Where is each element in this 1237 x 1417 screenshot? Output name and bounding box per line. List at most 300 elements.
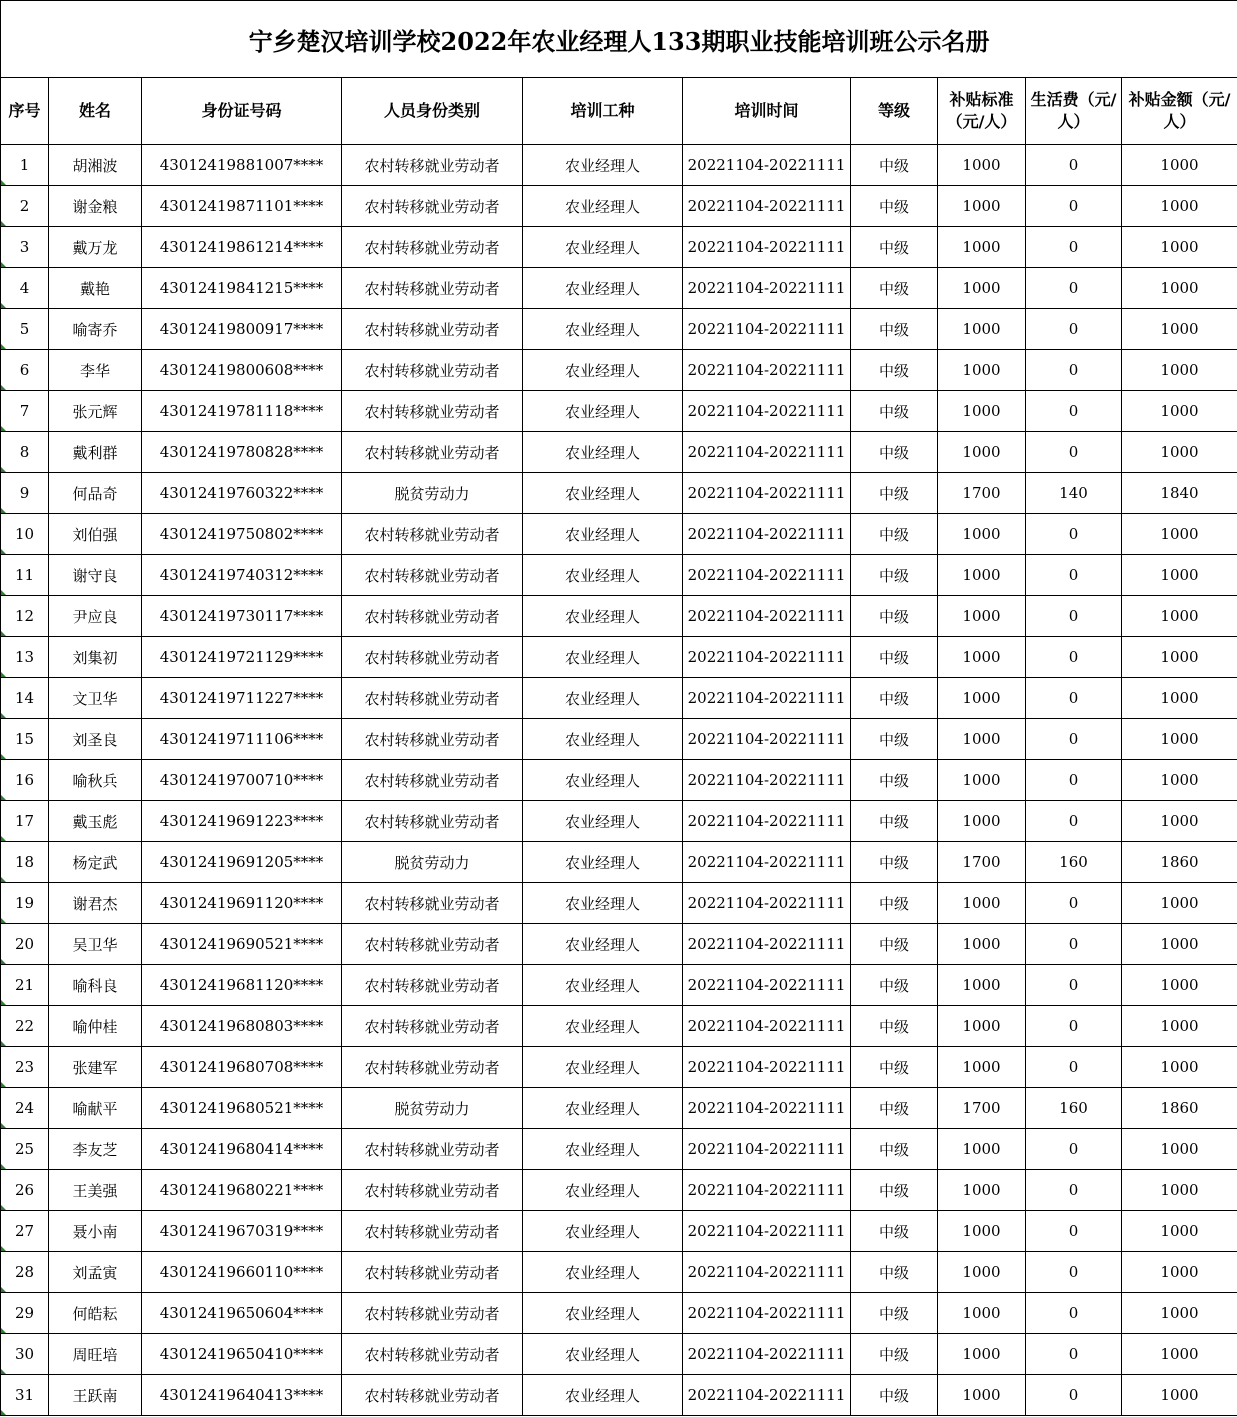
cell-id-number[interactable]: 43012419670319**** — [142, 1211, 342, 1252]
cell-id-number[interactable]: 43012419660110**** — [142, 1252, 342, 1293]
cell-subsidy-amount[interactable]: 1860 — [1122, 1088, 1237, 1129]
cell-job-type[interactable]: 农业经理人 — [523, 309, 683, 350]
cell-index[interactable]: 16 — [1, 760, 49, 801]
cell-name[interactable]: 戴万龙 — [49, 227, 142, 268]
cell-index[interactable]: 25 — [1, 1129, 49, 1170]
cell-id-number[interactable]: 43012419730117**** — [142, 596, 342, 637]
cell-name[interactable]: 刘孟寅 — [49, 1252, 142, 1293]
cell-category[interactable]: 脱贫劳动力 — [342, 842, 523, 883]
cell-subsidy-amount[interactable]: 1000 — [1122, 1375, 1237, 1416]
cell-level[interactable]: 中级 — [851, 924, 938, 965]
cell-name[interactable]: 喻献平 — [49, 1088, 142, 1129]
cell-index[interactable]: 12 — [1, 596, 49, 637]
cell-id-number[interactable]: 43012419861214**** — [142, 227, 342, 268]
cell-id-number[interactable]: 43012419680521**** — [142, 1088, 342, 1129]
cell-subsidy-standard[interactable]: 1700 — [938, 842, 1026, 883]
cell-category[interactable]: 农村转移就业劳动者 — [342, 1006, 523, 1047]
cell-name[interactable]: 喻仲桂 — [49, 1006, 142, 1047]
cell-period[interactable]: 20221104-20221111 — [683, 1047, 851, 1088]
cell-subsidy-standard[interactable]: 1000 — [938, 924, 1026, 965]
cell-period[interactable]: 20221104-20221111 — [683, 1088, 851, 1129]
cell-index[interactable]: 22 — [1, 1006, 49, 1047]
cell-name[interactable]: 李华 — [49, 350, 142, 391]
cell-subsidy-standard[interactable]: 1000 — [938, 350, 1026, 391]
cell-period[interactable]: 20221104-20221111 — [683, 719, 851, 760]
cell-index[interactable]: 2 — [1, 186, 49, 227]
cell-id-number[interactable]: 43012419680708**** — [142, 1047, 342, 1088]
cell-index[interactable]: 17 — [1, 801, 49, 842]
cell-name[interactable]: 尹应良 — [49, 596, 142, 637]
cell-period[interactable]: 20221104-20221111 — [683, 883, 851, 924]
cell-period[interactable]: 20221104-20221111 — [683, 1334, 851, 1375]
cell-name[interactable]: 喻寄乔 — [49, 309, 142, 350]
cell-subsidy-amount[interactable]: 1000 — [1122, 391, 1237, 432]
cell-subsidy-amount[interactable]: 1000 — [1122, 760, 1237, 801]
cell-subsidy-standard[interactable]: 1000 — [938, 719, 1026, 760]
cell-job-type[interactable]: 农业经理人 — [523, 350, 683, 391]
cell-index[interactable]: 29 — [1, 1293, 49, 1334]
cell-id-number[interactable]: 43012419680221**** — [142, 1170, 342, 1211]
cell-id-number[interactable]: 43012419680803**** — [142, 1006, 342, 1047]
cell-id-number[interactable]: 43012419721129**** — [142, 637, 342, 678]
cell-category[interactable]: 农村转移就业劳动者 — [342, 1129, 523, 1170]
cell-period[interactable]: 20221104-20221111 — [683, 1375, 851, 1416]
cell-period[interactable]: 20221104-20221111 — [683, 842, 851, 883]
cell-name[interactable]: 王跃南 — [49, 1375, 142, 1416]
cell-category[interactable]: 农村转移就业劳动者 — [342, 678, 523, 719]
cell-id-number[interactable]: 43012419800917**** — [142, 309, 342, 350]
cell-name[interactable]: 何皓耘 — [49, 1293, 142, 1334]
cell-living-allowance[interactable]: 0 — [1026, 1252, 1122, 1293]
cell-level[interactable]: 中级 — [851, 268, 938, 309]
cell-name[interactable]: 戴玉彪 — [49, 801, 142, 842]
cell-category[interactable]: 农村转移就业劳动者 — [342, 186, 523, 227]
header-level[interactable]: 等级 — [851, 78, 938, 145]
cell-job-type[interactable]: 农业经理人 — [523, 1170, 683, 1211]
cell-id-number[interactable]: 43012419841215**** — [142, 268, 342, 309]
cell-subsidy-standard[interactable]: 1000 — [938, 1129, 1026, 1170]
cell-job-type[interactable]: 农业经理人 — [523, 1252, 683, 1293]
cell-level[interactable]: 中级 — [851, 1088, 938, 1129]
cell-subsidy-standard[interactable]: 1000 — [938, 883, 1026, 924]
cell-subsidy-standard[interactable]: 1000 — [938, 391, 1026, 432]
cell-job-type[interactable]: 农业经理人 — [523, 883, 683, 924]
cell-subsidy-standard[interactable]: 1000 — [938, 801, 1026, 842]
cell-living-allowance[interactable]: 0 — [1026, 350, 1122, 391]
cell-id-number[interactable]: 43012419681120**** — [142, 965, 342, 1006]
cell-id-number[interactable]: 43012419711106**** — [142, 719, 342, 760]
cell-subsidy-amount[interactable]: 1840 — [1122, 473, 1237, 514]
cell-subsidy-amount[interactable]: 1000 — [1122, 801, 1237, 842]
cell-subsidy-amount[interactable]: 1000 — [1122, 145, 1237, 186]
cell-subsidy-amount[interactable]: 1000 — [1122, 1334, 1237, 1375]
cell-category[interactable]: 农村转移就业劳动者 — [342, 801, 523, 842]
cell-job-type[interactable]: 农业经理人 — [523, 842, 683, 883]
cell-id-number[interactable]: 43012419760322**** — [142, 473, 342, 514]
cell-period[interactable]: 20221104-20221111 — [683, 473, 851, 514]
sheet-title[interactable]: 宁乡楚汉培训学校2022年农业经理人133期职业技能培训班公示名册 — [1, 1, 1237, 78]
cell-job-type[interactable]: 农业经理人 — [523, 1129, 683, 1170]
cell-name[interactable]: 周旺培 — [49, 1334, 142, 1375]
cell-level[interactable]: 中级 — [851, 350, 938, 391]
cell-living-allowance[interactable]: 0 — [1026, 719, 1122, 760]
cell-job-type[interactable]: 农业经理人 — [523, 514, 683, 555]
cell-index[interactable]: 5 — [1, 309, 49, 350]
cell-period[interactable]: 20221104-20221111 — [683, 555, 851, 596]
cell-name[interactable]: 谢金粮 — [49, 186, 142, 227]
cell-category[interactable]: 农村转移就业劳动者 — [342, 432, 523, 473]
cell-level[interactable]: 中级 — [851, 227, 938, 268]
cell-level[interactable]: 中级 — [851, 1293, 938, 1334]
cell-index[interactable]: 20 — [1, 924, 49, 965]
cell-subsidy-standard[interactable]: 1000 — [938, 227, 1026, 268]
cell-category[interactable]: 脱贫劳动力 — [342, 1088, 523, 1129]
cell-category[interactable]: 农村转移就业劳动者 — [342, 1334, 523, 1375]
cell-id-number[interactable]: 43012419691120**** — [142, 883, 342, 924]
cell-job-type[interactable]: 农业经理人 — [523, 1375, 683, 1416]
cell-id-number[interactable]: 43012419780828**** — [142, 432, 342, 473]
cell-subsidy-standard[interactable]: 1000 — [938, 268, 1026, 309]
cell-period[interactable]: 20221104-20221111 — [683, 391, 851, 432]
cell-subsidy-standard[interactable]: 1000 — [938, 186, 1026, 227]
cell-subsidy-amount[interactable]: 1000 — [1122, 432, 1237, 473]
cell-category[interactable]: 脱贫劳动力 — [342, 473, 523, 514]
cell-subsidy-standard[interactable]: 1000 — [938, 637, 1026, 678]
cell-subsidy-standard[interactable]: 1000 — [938, 514, 1026, 555]
cell-subsidy-amount[interactable]: 1000 — [1122, 924, 1237, 965]
cell-subsidy-standard[interactable]: 1000 — [938, 965, 1026, 1006]
cell-index[interactable]: 7 — [1, 391, 49, 432]
header-name[interactable]: 姓名 — [49, 78, 142, 145]
cell-subsidy-standard[interactable]: 1000 — [938, 309, 1026, 350]
header-category[interactable]: 人员身份类别 — [342, 78, 523, 145]
cell-period[interactable]: 20221104-20221111 — [683, 596, 851, 637]
cell-living-allowance[interactable]: 0 — [1026, 596, 1122, 637]
cell-level[interactable]: 中级 — [851, 1334, 938, 1375]
cell-subsidy-amount[interactable]: 1000 — [1122, 227, 1237, 268]
cell-subsidy-amount[interactable]: 1000 — [1122, 1047, 1237, 1088]
cell-period[interactable]: 20221104-20221111 — [683, 1170, 851, 1211]
cell-id-number[interactable]: 43012419691205**** — [142, 842, 342, 883]
cell-index[interactable]: 30 — [1, 1334, 49, 1375]
cell-period[interactable]: 20221104-20221111 — [683, 678, 851, 719]
cell-category[interactable]: 农村转移就业劳动者 — [342, 145, 523, 186]
cell-subsidy-amount[interactable]: 1000 — [1122, 1293, 1237, 1334]
cell-name[interactable]: 张建军 — [49, 1047, 142, 1088]
cell-id-number[interactable]: 43012419750802**** — [142, 514, 342, 555]
cell-category[interactable]: 农村转移就业劳动者 — [342, 555, 523, 596]
cell-index[interactable]: 14 — [1, 678, 49, 719]
cell-subsidy-standard[interactable]: 1000 — [938, 1170, 1026, 1211]
cell-name[interactable]: 戴利群 — [49, 432, 142, 473]
cell-level[interactable]: 中级 — [851, 145, 938, 186]
cell-category[interactable]: 农村转移就业劳动者 — [342, 637, 523, 678]
cell-subsidy-standard[interactable]: 1000 — [938, 1006, 1026, 1047]
cell-level[interactable]: 中级 — [851, 1170, 938, 1211]
cell-living-allowance[interactable]: 0 — [1026, 145, 1122, 186]
cell-name[interactable]: 李友芝 — [49, 1129, 142, 1170]
cell-subsidy-amount[interactable]: 1000 — [1122, 1006, 1237, 1047]
cell-level[interactable]: 中级 — [851, 719, 938, 760]
cell-name[interactable]: 吴卫华 — [49, 924, 142, 965]
cell-living-allowance[interactable]: 0 — [1026, 637, 1122, 678]
header-subsidy-standard[interactable]: 补贴标准（元/人） — [938, 78, 1026, 145]
cell-category[interactable]: 农村转移就业劳动者 — [342, 596, 523, 637]
cell-subsidy-standard[interactable]: 1000 — [938, 1252, 1026, 1293]
cell-living-allowance[interactable]: 0 — [1026, 186, 1122, 227]
cell-index[interactable]: 15 — [1, 719, 49, 760]
cell-living-allowance[interactable]: 0 — [1026, 1047, 1122, 1088]
cell-id-number[interactable]: 43012419690521**** — [142, 924, 342, 965]
cell-index[interactable]: 24 — [1, 1088, 49, 1129]
cell-period[interactable]: 20221104-20221111 — [683, 145, 851, 186]
cell-index[interactable]: 10 — [1, 514, 49, 555]
cell-living-allowance[interactable]: 0 — [1026, 268, 1122, 309]
cell-id-number[interactable]: 43012419881007**** — [142, 145, 342, 186]
cell-period[interactable]: 20221104-20221111 — [683, 1006, 851, 1047]
cell-job-type[interactable]: 农业经理人 — [523, 801, 683, 842]
cell-job-type[interactable]: 农业经理人 — [523, 637, 683, 678]
cell-id-number[interactable]: 43012419700710**** — [142, 760, 342, 801]
cell-index[interactable]: 4 — [1, 268, 49, 309]
cell-name[interactable]: 戴艳 — [49, 268, 142, 309]
cell-category[interactable]: 农村转移就业劳动者 — [342, 268, 523, 309]
cell-level[interactable]: 中级 — [851, 678, 938, 719]
cell-id-number[interactable]: 43012419650604**** — [142, 1293, 342, 1334]
cell-name[interactable]: 刘集初 — [49, 637, 142, 678]
cell-category[interactable]: 农村转移就业劳动者 — [342, 1047, 523, 1088]
cell-period[interactable]: 20221104-20221111 — [683, 1252, 851, 1293]
cell-living-allowance[interactable]: 160 — [1026, 842, 1122, 883]
header-id-number[interactable]: 身份证号码 — [142, 78, 342, 145]
cell-category[interactable]: 农村转移就业劳动者 — [342, 883, 523, 924]
cell-period[interactable]: 20221104-20221111 — [683, 760, 851, 801]
cell-period[interactable]: 20221104-20221111 — [683, 1211, 851, 1252]
cell-subsidy-amount[interactable]: 1000 — [1122, 965, 1237, 1006]
cell-subsidy-standard[interactable]: 1700 — [938, 1088, 1026, 1129]
cell-level[interactable]: 中级 — [851, 555, 938, 596]
cell-category[interactable]: 农村转移就业劳动者 — [342, 1211, 523, 1252]
cell-level[interactable]: 中级 — [851, 883, 938, 924]
cell-living-allowance[interactable]: 0 — [1026, 1375, 1122, 1416]
cell-subsidy-standard[interactable]: 1000 — [938, 678, 1026, 719]
cell-id-number[interactable]: 43012419691223**** — [142, 801, 342, 842]
cell-category[interactable]: 农村转移就业劳动者 — [342, 1293, 523, 1334]
cell-living-allowance[interactable]: 0 — [1026, 1293, 1122, 1334]
cell-category[interactable]: 农村转移就业劳动者 — [342, 1170, 523, 1211]
cell-category[interactable]: 农村转移就业劳动者 — [342, 719, 523, 760]
cell-living-allowance[interactable]: 0 — [1026, 965, 1122, 1006]
cell-index[interactable]: 28 — [1, 1252, 49, 1293]
cell-name[interactable]: 谢君杰 — [49, 883, 142, 924]
cell-period[interactable]: 20221104-20221111 — [683, 309, 851, 350]
header-living-allowance[interactable]: 生活费（元/人） — [1026, 78, 1122, 145]
cell-job-type[interactable]: 农业经理人 — [523, 473, 683, 514]
cell-index[interactable]: 8 — [1, 432, 49, 473]
cell-level[interactable]: 中级 — [851, 1047, 938, 1088]
cell-name[interactable]: 张元辉 — [49, 391, 142, 432]
cell-job-type[interactable]: 农业经理人 — [523, 965, 683, 1006]
cell-level[interactable]: 中级 — [851, 760, 938, 801]
cell-period[interactable]: 20221104-20221111 — [683, 637, 851, 678]
cell-subsidy-standard[interactable]: 1000 — [938, 1293, 1026, 1334]
cell-subsidy-standard[interactable]: 1000 — [938, 596, 1026, 637]
cell-subsidy-amount[interactable]: 1860 — [1122, 842, 1237, 883]
cell-job-type[interactable]: 农业经理人 — [523, 596, 683, 637]
cell-name[interactable]: 王美强 — [49, 1170, 142, 1211]
cell-index[interactable]: 21 — [1, 965, 49, 1006]
cell-job-type[interactable]: 农业经理人 — [523, 391, 683, 432]
cell-level[interactable]: 中级 — [851, 596, 938, 637]
cell-living-allowance[interactable]: 0 — [1026, 227, 1122, 268]
cell-level[interactable]: 中级 — [851, 637, 938, 678]
cell-subsidy-amount[interactable]: 1000 — [1122, 1211, 1237, 1252]
cell-job-type[interactable]: 农业经理人 — [523, 1088, 683, 1129]
cell-period[interactable]: 20221104-20221111 — [683, 1293, 851, 1334]
cell-category[interactable]: 农村转移就业劳动者 — [342, 391, 523, 432]
cell-category[interactable]: 农村转移就业劳动者 — [342, 1252, 523, 1293]
cell-name[interactable]: 谢守良 — [49, 555, 142, 596]
cell-level[interactable]: 中级 — [851, 1252, 938, 1293]
header-index[interactable]: 序号 — [1, 78, 49, 145]
cell-subsidy-amount[interactable]: 1000 — [1122, 1170, 1237, 1211]
cell-job-type[interactable]: 农业经理人 — [523, 760, 683, 801]
cell-living-allowance[interactable]: 140 — [1026, 473, 1122, 514]
cell-subsidy-amount[interactable]: 1000 — [1122, 514, 1237, 555]
header-subsidy-amount[interactable]: 补贴金额（元/人） — [1122, 78, 1237, 145]
cell-subsidy-standard[interactable]: 1000 — [938, 1047, 1026, 1088]
cell-level[interactable]: 中级 — [851, 432, 938, 473]
cell-period[interactable]: 20221104-20221111 — [683, 924, 851, 965]
cell-subsidy-amount[interactable]: 1000 — [1122, 883, 1237, 924]
cell-level[interactable]: 中级 — [851, 186, 938, 227]
cell-category[interactable]: 农村转移就业劳动者 — [342, 309, 523, 350]
cell-index[interactable]: 18 — [1, 842, 49, 883]
cell-job-type[interactable]: 农业经理人 — [523, 145, 683, 186]
cell-subsidy-standard[interactable]: 1000 — [938, 1375, 1026, 1416]
cell-job-type[interactable]: 农业经理人 — [523, 555, 683, 596]
cell-name[interactable]: 刘圣良 — [49, 719, 142, 760]
cell-subsidy-amount[interactable]: 1000 — [1122, 1252, 1237, 1293]
cell-index[interactable]: 27 — [1, 1211, 49, 1252]
cell-subsidy-amount[interactable]: 1000 — [1122, 555, 1237, 596]
cell-index[interactable]: 13 — [1, 637, 49, 678]
cell-subsidy-amount[interactable]: 1000 — [1122, 309, 1237, 350]
cell-living-allowance[interactable]: 0 — [1026, 555, 1122, 596]
cell-living-allowance[interactable]: 0 — [1026, 432, 1122, 473]
cell-id-number[interactable]: 43012419740312**** — [142, 555, 342, 596]
cell-level[interactable]: 中级 — [851, 965, 938, 1006]
cell-living-allowance[interactable]: 160 — [1026, 1088, 1122, 1129]
cell-living-allowance[interactable]: 0 — [1026, 1170, 1122, 1211]
cell-name[interactable]: 喻秋兵 — [49, 760, 142, 801]
cell-subsidy-amount[interactable]: 1000 — [1122, 637, 1237, 678]
cell-period[interactable]: 20221104-20221111 — [683, 965, 851, 1006]
cell-index[interactable]: 3 — [1, 227, 49, 268]
cell-period[interactable]: 20221104-20221111 — [683, 1129, 851, 1170]
cell-index[interactable]: 1 — [1, 145, 49, 186]
cell-subsidy-amount[interactable]: 1000 — [1122, 1129, 1237, 1170]
cell-job-type[interactable]: 农业经理人 — [523, 1211, 683, 1252]
cell-period[interactable]: 20221104-20221111 — [683, 268, 851, 309]
cell-category[interactable]: 农村转移就业劳动者 — [342, 350, 523, 391]
cell-subsidy-standard[interactable]: 1000 — [938, 555, 1026, 596]
cell-subsidy-amount[interactable]: 1000 — [1122, 678, 1237, 719]
cell-job-type[interactable]: 农业经理人 — [523, 719, 683, 760]
cell-category[interactable]: 农村转移就业劳动者 — [342, 965, 523, 1006]
cell-level[interactable]: 中级 — [851, 473, 938, 514]
cell-name[interactable]: 刘伯强 — [49, 514, 142, 555]
cell-level[interactable]: 中级 — [851, 1006, 938, 1047]
cell-period[interactable]: 20221104-20221111 — [683, 227, 851, 268]
cell-name[interactable]: 聂小南 — [49, 1211, 142, 1252]
cell-category[interactable]: 农村转移就业劳动者 — [342, 924, 523, 965]
cell-index[interactable]: 31 — [1, 1375, 49, 1416]
header-job-type[interactable]: 培训工种 — [523, 78, 683, 145]
cell-category[interactable]: 农村转移就业劳动者 — [342, 1375, 523, 1416]
cell-job-type[interactable]: 农业经理人 — [523, 227, 683, 268]
cell-job-type[interactable]: 农业经理人 — [523, 268, 683, 309]
cell-living-allowance[interactable]: 0 — [1026, 678, 1122, 719]
cell-living-allowance[interactable]: 0 — [1026, 309, 1122, 350]
cell-level[interactable]: 中级 — [851, 514, 938, 555]
cell-subsidy-standard[interactable]: 1000 — [938, 1334, 1026, 1375]
cell-job-type[interactable]: 农业经理人 — [523, 432, 683, 473]
cell-category[interactable]: 农村转移就业劳动者 — [342, 227, 523, 268]
cell-level[interactable]: 中级 — [851, 842, 938, 883]
cell-job-type[interactable]: 农业经理人 — [523, 186, 683, 227]
cell-living-allowance[interactable]: 0 — [1026, 1006, 1122, 1047]
cell-id-number[interactable]: 43012419781118**** — [142, 391, 342, 432]
cell-name[interactable]: 何品奇 — [49, 473, 142, 514]
cell-index[interactable]: 11 — [1, 555, 49, 596]
cell-name[interactable]: 胡湘波 — [49, 145, 142, 186]
cell-living-allowance[interactable]: 0 — [1026, 1211, 1122, 1252]
cell-subsidy-standard[interactable]: 1000 — [938, 1211, 1026, 1252]
cell-level[interactable]: 中级 — [851, 1211, 938, 1252]
cell-job-type[interactable]: 农业经理人 — [523, 924, 683, 965]
cell-subsidy-standard[interactable]: 1000 — [938, 145, 1026, 186]
cell-category[interactable]: 农村转移就业劳动者 — [342, 514, 523, 555]
cell-period[interactable]: 20221104-20221111 — [683, 432, 851, 473]
cell-living-allowance[interactable]: 0 — [1026, 883, 1122, 924]
cell-level[interactable]: 中级 — [851, 1129, 938, 1170]
cell-living-allowance[interactable]: 0 — [1026, 760, 1122, 801]
cell-subsidy-standard[interactable]: 1700 — [938, 473, 1026, 514]
cell-level[interactable]: 中级 — [851, 309, 938, 350]
cell-index[interactable]: 26 — [1, 1170, 49, 1211]
cell-subsidy-standard[interactable]: 1000 — [938, 432, 1026, 473]
cell-job-type[interactable]: 农业经理人 — [523, 1334, 683, 1375]
cell-name[interactable]: 喻科良 — [49, 965, 142, 1006]
cell-living-allowance[interactable]: 0 — [1026, 1129, 1122, 1170]
cell-living-allowance[interactable]: 0 — [1026, 391, 1122, 432]
cell-id-number[interactable]: 43012419800608**** — [142, 350, 342, 391]
cell-living-allowance[interactable]: 0 — [1026, 924, 1122, 965]
cell-job-type[interactable]: 农业经理人 — [523, 1293, 683, 1334]
cell-subsidy-amount[interactable]: 1000 — [1122, 719, 1237, 760]
cell-subsidy-amount[interactable]: 1000 — [1122, 350, 1237, 391]
cell-job-type[interactable]: 农业经理人 — [523, 678, 683, 719]
cell-id-number[interactable]: 43012419680414**** — [142, 1129, 342, 1170]
cell-job-type[interactable]: 农业经理人 — [523, 1006, 683, 1047]
cell-subsidy-amount[interactable]: 1000 — [1122, 596, 1237, 637]
cell-category[interactable]: 农村转移就业劳动者 — [342, 760, 523, 801]
cell-period[interactable]: 20221104-20221111 — [683, 186, 851, 227]
cell-subsidy-standard[interactable]: 1000 — [938, 760, 1026, 801]
cell-level[interactable]: 中级 — [851, 391, 938, 432]
cell-living-allowance[interactable]: 0 — [1026, 514, 1122, 555]
